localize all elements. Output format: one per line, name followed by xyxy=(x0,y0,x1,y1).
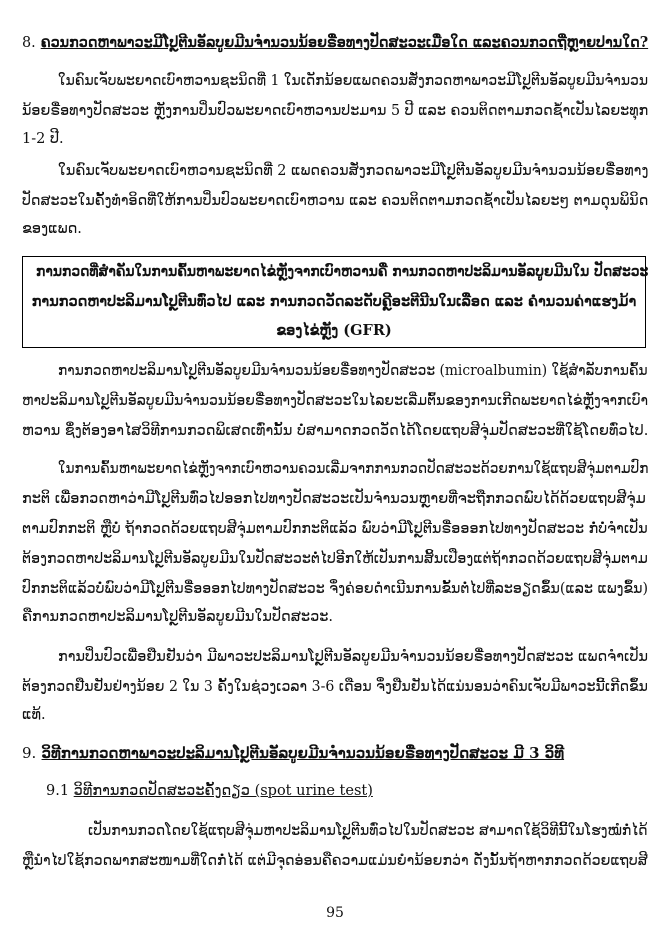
paragraph-line: ຕາມປົກກະຕິ ຫຼືບໍ່ ຖ້າກວດດ້ວຍແຖບສີຈຸ່ມຕາມປົກກະຕິແລ້ວ ພົບວ່າມີໂປຼຕີນຣື່ອອອກໄປທາງປັດສະວະ ກໍ່ບໍ່ຈຳເປັນ xyxy=(22,521,648,537)
paragraph-line: ຕ້ອງກວດຫາປະລິມານໂປຼຕີນອັລບູຍມີນໃນປັດສະວະຕໍ່ໄປອີກໃຫ້ເປັນການສິ້ນເປືອງແຕ່ຖ້າກວດດ້ວຍແຖບສີຈຸ່ມຕາມ xyxy=(22,551,648,567)
box-line: ການກວດຫາປະລິມານໂປຼຕີນທົ່ວໄປ ແລະ ການກວດວັດລະດັບຄຼີອະຕີນີນໃນເລືອດ ແລະ ຄຳນວນຄ່າແຮງມ້າ xyxy=(31,293,637,310)
paragraph-line: 1-2 ປີ. xyxy=(22,131,64,147)
paragraph-line: ເປັນການກວດໂດຍໃຊ້ແຖບສີຈຸ່ມຫາປະລິມານໂປຼຕີນທົ່ວໄປໃນປັດສະວະ ສາມາດໃຊ້ວິທີນີ້ໃນໂຮງໝໍກໍ່ໄດ້ xyxy=(88,823,648,839)
paragraph-line: ການກວດຫາປະລິມານໂປຼຕີນອັລບູຍມີນຈຳນວນນ້ອຍຣື່ອທາງປັດສະວະ (microalbumin) ໃຊ້ສຳລັບການຄົ້ນ xyxy=(58,363,648,379)
section-9-heading xyxy=(22,744,564,762)
paragraph-line: ຫາປະລິມານໂປຼຕີນອັລບູຍມີນຈຳນວນນ້ອຍຣື່ອທາງປັດສະວະໃນໄລຍະເລີ່ມຕົ້ນຂອງການເກີດພະຍາດໄຂ່ຫຼັງຈາກເບົາ xyxy=(22,393,649,409)
paragraph-line: ນ້ອຍຣື່ອທາງປັດສະວະ ຫຼັງການປິ່ນປົວພະຍາດເບົາຫວານປະມານ 5 ປີ ແລະ ຄວນຕິດຕາມກວດຊ້ຳເປັນໄລຍະທຸກ xyxy=(22,103,649,119)
section-8-heading xyxy=(22,33,648,51)
subsection-title: ວິທີການກວດປັດສະວະຄັ້ງດຽວ (spot urine test) xyxy=(73,783,373,799)
paragraph-line: ຕ້ອງກວດຢືນຢັນຢ່າງນ້ອຍ 2 ໃນ 3 ຄັ້ງໃນຊ່ວງເວລາ 3-6 ເດືອນ ຈຶ່ງຢືນຢັນໄດ້ແນ່ນອນວ່າຄົນເຈັບມີພາວະນີ້ເກີດຂຶ້ນ xyxy=(22,679,648,695)
section-number: 9. xyxy=(22,744,37,762)
paragraph-line: ໃນການຄົ້ນຫາພະຍາດໄຂ່ຫຼັງຈາກເບົາຫວານຄວນເລີ່ມຈາກການກວດປັດສະວະດ້ວຍການໃຊ້ແຖບສີຈຸ່ມຕາມປົກ xyxy=(58,461,649,477)
subsection-number: 9.1 xyxy=(46,783,70,799)
box-line: ຂອງໄຂ່ຫຼັງ (GFR) xyxy=(276,322,392,339)
paragraph-line: ກະຕິ ເພື່ອກວດຫາວ່າມີໂປຼຕີນທົ່ວໄປອອກໄປທາງປັດສະວະເປັນຈຳນວນຫຼາຍທີ່ຈະຖືກກວດພົບໄດ້ດ້ວຍແຖບສີຈຸ່ມ xyxy=(22,491,646,507)
section-title: ຄວນກວດຫາພາວະມີໂປຼຕີນອັລບູຍມີນຈຳນວນນ້ອຍຣື່ອທາງປັດສະວະເມື່ອໃດ ແລະຄວນກວດຖີ່ຫຼາຍປານໃດ? xyxy=(40,33,649,51)
box-line: ການກວດທີ່ສຳຄັນໃນການຄົ້ນຫາພະຍາດໄຂ່ຫຼັງຈາກເບົາຫວານຄື ການກວດຫາປະລິມານອັລບູຍມີນໃນ ປັດສະວະ xyxy=(36,263,649,280)
paragraph-line: ຫຼືນຳໄປໃຊ້ກວດພາກສະໜາມທີ່ໃດກໍ່ໄດ້ ແຕ່ມີຈຸດອ່ອນຄືຄວາມແມ່ນຍຳນ້ອຍກວ່າ ດັ່ງນັ້ນຖ້າຫາກກວດດ້ວຍແຖບສີ xyxy=(22,853,648,869)
paragraph-line: ຄືການກວດຫາປະລິມານໂປຼຕີນອັລບູຍມີນໃນປັດສະວະ. xyxy=(22,609,334,625)
paragraph-line: ການປິ່ນປົວເພື່ອຢືນຢັນວ່າ ມີພາວະປະລິມານໂປຼຕີນອັລບູຍມີນຈຳນວນນ້ອຍຣື່ອທາງປັດສະວະ ແພດຈຳເປັນ xyxy=(58,649,649,665)
paragraph-line: ໃນຄົນເຈັບພະຍາດເບົາຫວານຊະນິດທີ່ 1 ໃນເດັກນ້ອຍແພດຄວນສັ່ງກວດຫາພາວະມີໂປຼຕີນອັລບູຍມີນຈຳນວນ xyxy=(58,73,649,89)
section-title: ວິທີການກວດຫາພາວະປະລິມານໂປຼຕີນອັລບູຍມີນຈຳນວນນ້ອຍຣື່ອທາງປັດສະວະ ມີ 3 ວິທີ xyxy=(41,744,565,762)
paragraph-line: ປັດສະວະໃນຄັ້ງທຳອິດທີ່ໃຫ້ການປິ່ນປົວພະຍາດເບົາຫວານ ແລະ ຄວນຕິດຕາມກວດຊ້ຳເປັນໄລຍະໆ ຕາມດຸນພິນິດ xyxy=(22,193,649,209)
paragraph-line: ຂອງແພດ. xyxy=(22,221,82,237)
section-number: 8. xyxy=(22,33,36,51)
page-number: 95 xyxy=(326,905,344,921)
paragraph-line: ປົກກະຕິແລ້ວບໍ່ພົບວ່າມີໂປຼຕີນຣື່ອອອກໄປທາງປັດສະວະ ຈຶ່ງຄ່ອຍດຳເນີນການຂັ້ນຕໍ່ໄປທີ່ລະອຽດຂຶ້ນ(ແລະ ແພງຂຶ້ນ) xyxy=(22,581,649,597)
paragraph-line: ໃນຄົນເຈັບພະຍາດເບົາຫວານຊະນິດທີ່ 2 ແພດຄວນສັ່ງກວດພາວະມີໂປຼຕີນອັລບູຍມີນຈຳນວນນ້ອຍຣື່ອທາງ xyxy=(58,163,649,179)
key-point-box xyxy=(22,256,649,348)
paragraph-line: ແທ້. xyxy=(22,707,46,723)
subsection-9-1-heading xyxy=(46,782,373,800)
paragraph-line: ຫວານ ຊຶ່ງຕ້ອງອາໄສວິທີການກວດພິເສດເທົ່ານັ້ນ ບໍ່ສາມາດກວດວັດໄດ້ໂດຍແຖບສີຈຸ່ມປັດສະວະທີ່ໃຊ້ໂດຍທົ່ວໄປ. xyxy=(22,423,649,439)
